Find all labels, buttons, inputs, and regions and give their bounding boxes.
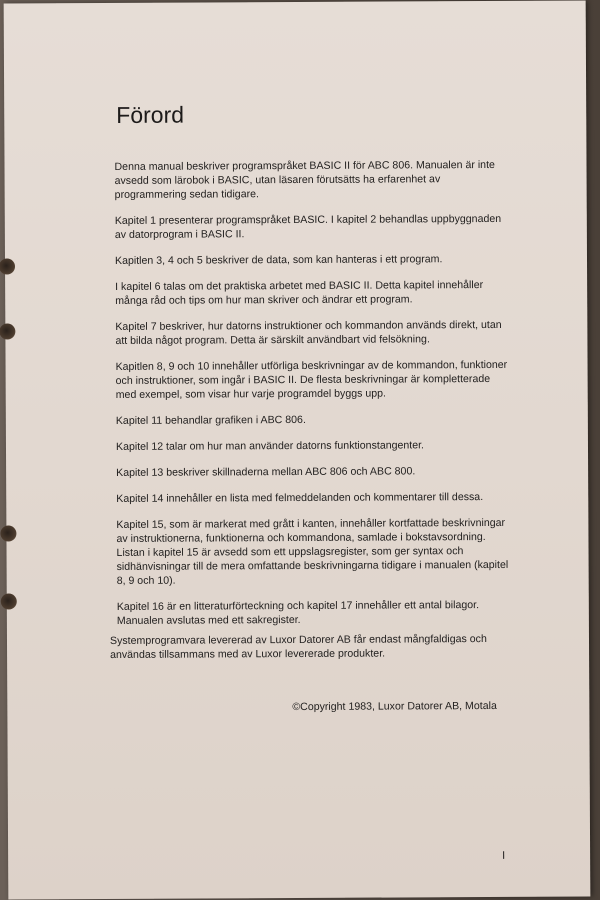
document-page xyxy=(4,0,591,899)
license-notice: Systemprogramvara levererad av Luxor Datorer AB får endast mångfaldigas och användas tillsammans med av Luxor levererade produkter. xyxy=(109,633,487,661)
binder-hole xyxy=(0,525,16,541)
paragraph: Kapitel 15, som är markerat med grått i kanten, innehåller kortfattade beskrivningar av instruktionerna, funktionerna och kommandona, samlade i bokstavsordning. Listan i kapitel 15 är avsedd som ett uppslagsregister, som ger syntax och sidhänvisningar till de mera omfattande beskrivningarna tidigare i manualen (kapitel 8, 9 och 10). xyxy=(116,516,509,587)
body-text xyxy=(114,158,509,640)
binder-hole xyxy=(0,258,15,274)
paragraph: Kapitel 13 beskriver skillnaderna mellan ABC 806 och ABC 800. xyxy=(116,465,416,479)
paragraph: I kapitel 6 talas om det praktiska arbetet med BASIC II. Detta kapitel innehåller många råd och tips om hur man skriver och ändrar ett program. xyxy=(115,279,484,307)
binder-hole xyxy=(1,593,17,609)
page-title: Förord xyxy=(116,101,185,128)
paragraph: Kapitel 12 talar om hur man använder datorns funktionstangenter. xyxy=(115,439,425,453)
paragraph: Kapitel 7 beskriver, hur datorns instruktioner och kommandon används direkt, utan att bilda något program. Detta är särskilt användbart vid felsökning. xyxy=(115,318,502,347)
binder-hole xyxy=(0,323,15,339)
paragraph: Kapitlen 8, 9 och 10 innehåller utförliga beskrivningar av de kommandon, funktioner och instruktioner, som ingår i BASIC II. De flesta beskrivningar är kompletterade med exempel, som visar hur varje programdel byggs upp. xyxy=(115,358,508,401)
paragraph: Kapitel 14 innehåller en lista med felmeddelanden och kommentarer till dessa. xyxy=(116,491,484,505)
paragraph: Kapitel 11 behandlar grafiken i ABC 806. xyxy=(115,413,306,427)
paragraph: Denna manual beskriver programspråket BASIC II för ABC 806. Manualen är inte avsedd som lärobok i BASIC, utan läsaren förutsätts ha erfarenhet av programmering sedan tidigare. xyxy=(114,158,495,201)
paragraph: Kapitel 16 är en litteraturförteckning och kapitel 17 innehåller ett antal bilagor. Manualen avslutas med ett sakregister. xyxy=(116,599,480,627)
copyright-line: ©Copyright 1983, Luxor Datorer AB, Motala xyxy=(292,699,497,714)
paragraph: Kapitel 1 presenterar programspråket BASIC. I kapitel 2 behandlas uppbyggnaden av datorprogram i BASIC II. xyxy=(114,212,502,241)
paragraph: Kapitlen 3, 4 och 5 beskriver de data, som kan hanteras i ett program. xyxy=(114,253,443,267)
page-number: I xyxy=(502,849,506,862)
